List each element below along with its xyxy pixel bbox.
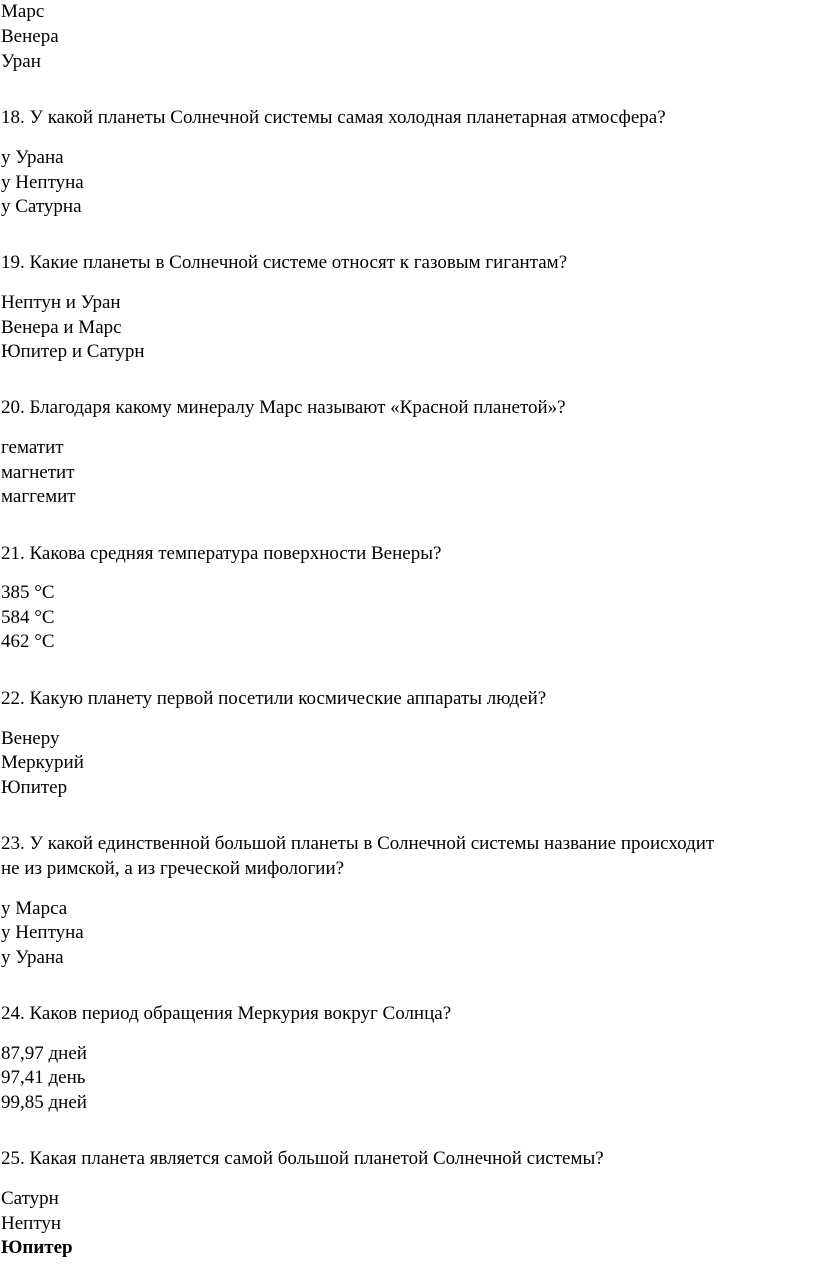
question-25-option-2: Нептун <box>1 1213 62 1234</box>
question-21-option-2: 584 °C <box>1 607 55 628</box>
question-20-option-3: маггемит <box>1 486 76 507</box>
question-19-option-2: Венера и Марс <box>1 317 122 338</box>
question-22-option-2: Меркурий <box>1 752 84 773</box>
question-25-option-1: Сатурн <box>1 1188 59 1209</box>
option-continuation-1: Марс <box>1 1 45 22</box>
question-21-option-1: 385 °C <box>1 582 55 603</box>
question-18-option-3: у Сатурна <box>1 196 82 217</box>
question-23-option-2: у Нептуна <box>1 922 84 943</box>
question-20: 20. Благодаря какому минералу Марс называют «Красной планетой»? <box>1 397 566 418</box>
question-22: 22. Какую планету первой посетили космические аппараты людей? <box>1 688 547 709</box>
option-continuation-2: Венера <box>1 26 59 47</box>
question-23-line-2: не из римской, а из греческой мифологии? <box>1 858 345 879</box>
question-23-option-3: у Урана <box>1 947 64 968</box>
question-19: 19. Какие планеты в Солнечной системе относят к газовым гигантам? <box>1 252 568 273</box>
option-continuation-3: Уран <box>1 51 41 72</box>
question-24-option-2: 97,41 день <box>1 1067 86 1088</box>
question-22-option-3: Юпитер <box>1 777 68 798</box>
question-25-option-3: Юпитер <box>1 1237 73 1258</box>
question-21-option-3: 462 °C <box>1 631 55 652</box>
question-22-option-1: Венеру <box>1 728 60 749</box>
question-23-line-1: 23. У какой единственной большой планеты в Солнечной системы название происходит <box>1 833 715 854</box>
question-20-option-1: гематит <box>1 437 64 458</box>
question-18: 18. У какой планеты Солнечной системы самая холодная планетарная атмосфера? <box>1 107 666 128</box>
question-21: 21. Какова средняя температура поверхности Венеры? <box>1 543 442 564</box>
question-23-option-1: у Марса <box>1 898 68 919</box>
question-24-option-1: 87,97 дней <box>1 1043 87 1064</box>
question-19-option-3: Юпитер и Сатурн <box>1 341 145 362</box>
question-19-option-1: Нептун и Уран <box>1 292 121 313</box>
question-24-option-3: 99,85 дней <box>1 1092 87 1113</box>
question-24: 24. Каков период обращения Меркурия вокруг Солнца? <box>1 1003 452 1024</box>
question-20-option-2: магнетит <box>1 462 75 483</box>
question-18-option-1: у Урана <box>1 147 64 168</box>
question-25: 25. Какая планета является самой большой планетой Солнечной системы? <box>1 1148 604 1169</box>
question-18-option-2: у Нептуна <box>1 172 84 193</box>
